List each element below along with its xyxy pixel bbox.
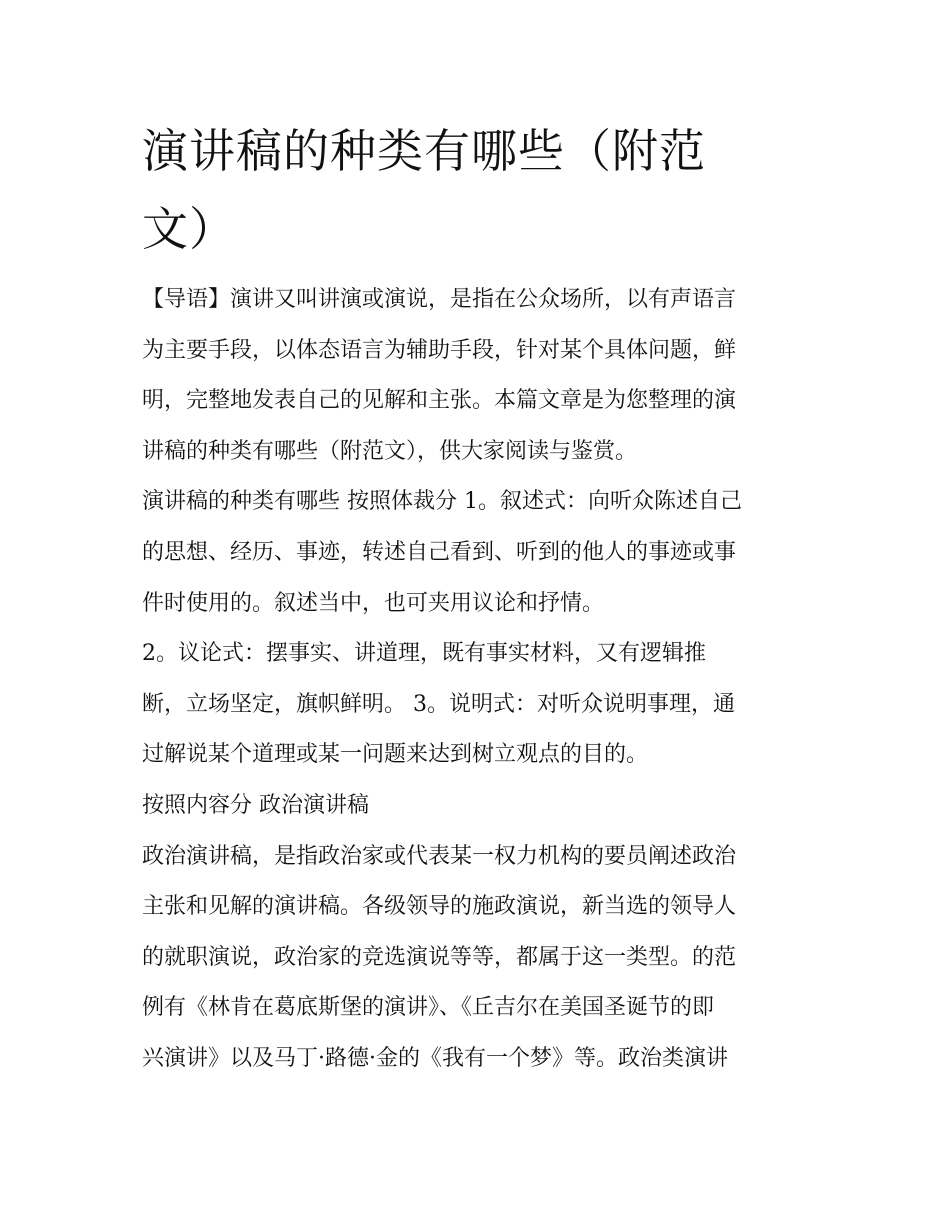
body-line: 件时使用的。叙述当中，也可夹用议论和抒情。	[142, 590, 605, 616]
title-line: 演讲稿的种类有哪些（附范	[142, 124, 706, 178]
body-line: 的就职演说，政治家的竞选演说等等，都属于这一类型。的范	[142, 944, 737, 970]
body-line: 的思想、经历、事迹，转述自己看到、听到的他人的事迹或事	[142, 539, 737, 565]
body-line: 【导语】演讲又叫讲演或演说，是指在公众场所，以有声语言	[142, 287, 737, 312]
title-line: 文）	[142, 202, 236, 256]
body-line: 讲稿的种类有哪些（附范文），供大家阅读与鉴赏。	[142, 438, 638, 464]
body-line: 断，立场坚定，旗帜鲜明。 3。说明式：对听众说明事理，通	[142, 691, 735, 717]
body-line: 例有《林肯在葛底斯堡的演讲》、《丘吉尔在美国圣诞节的即	[142, 995, 715, 1021]
body-line: 按照内容分 政治演讲稿	[142, 792, 369, 818]
body-line: 明，完整地发表自己的见解和主张。本篇文章是为您整理的演	[142, 388, 737, 414]
body-line: 演讲稿的种类有哪些 按照体裁分 1。叙述式：向听众陈述自己	[142, 489, 742, 515]
body-line: 过解说某个道理或某一问题来达到树立观点的目的。	[142, 742, 649, 768]
document-body	[142, 283, 822, 1093]
body-line: 兴演讲》以及马丁·路德·金的《我有一个梦》等。政治类演讲	[142, 1045, 728, 1071]
document-title	[142, 112, 822, 268]
body-line: 主张和见解的演讲稿。各级领导的施政演说，新当选的领导人	[142, 894, 737, 920]
body-line: 政治演讲稿，是指政治家或代表某一权力机构的要员阐述政治	[142, 843, 737, 869]
body-line: 2。议论式：摆事实、讲道理，既有事实材料，又有逻辑推	[142, 641, 706, 667]
body-line: 为主要手段，以体态语言为辅助手段，针对某个具体问题，鲜	[142, 337, 737, 363]
